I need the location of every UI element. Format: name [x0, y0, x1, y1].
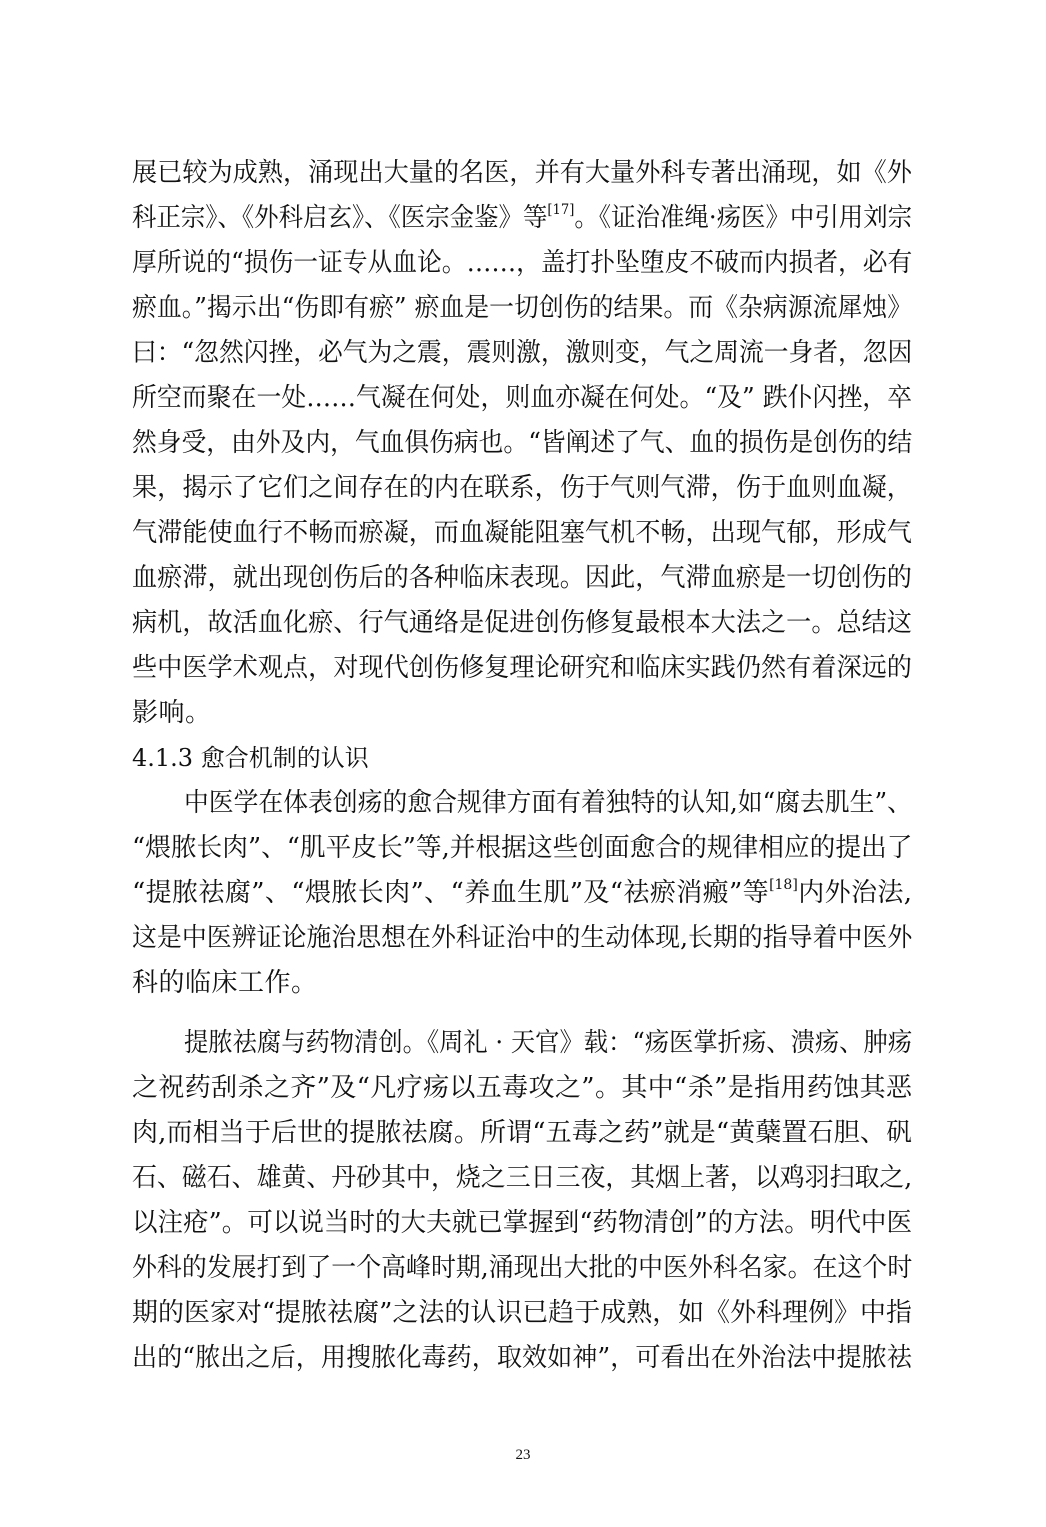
text-line: 中医学在体表创疡的愈合规律方面有着独特的认知,如“腐去肌生”、: [184, 788, 912, 818]
citation-ref: [17]: [547, 202, 575, 219]
text-line: 所空而聚在一处……气凝在何处，则血亦凝在何处。“及” 跌仆闪挫，卒: [132, 383, 913, 413]
text-line: 期的医家对“提脓祛腐”之法的认识已趋于成熟，如《外科理例》中指: [132, 1298, 912, 1328]
text-line: 瘀血。”揭示出“伤即有瘀” 瘀血是一切创伤的结果。而《杂病源流犀烛》: [132, 293, 913, 323]
citation-ref: [18]: [769, 877, 798, 894]
text-line: 以注疮”。可以说当时的大夫就已掌握到“药物清创”的方法。明代中医: [132, 1208, 913, 1238]
text-line: 影响。: [132, 698, 212, 728]
text-line: 展已较为成熟，涌现出大量的名医，并有大量外科专著出涌现，如《外: [132, 158, 912, 188]
text-line: 肉,而相当于后世的提脓祛腐。所谓“五毒之药”就是“黄蘖置石胆、矾: [132, 1118, 912, 1148]
text-line: 科的临床工作。: [132, 968, 318, 998]
text-segment: 内外治法,: [797, 878, 912, 908]
text-segment: 科正宗》、《外科启玄》、《医宗金鉴》等: [132, 203, 548, 233]
text-line: 血瘀滞，就出现创伤后的各种临床表现。因此，气滞血瘀是一切创伤的: [132, 563, 912, 593]
text-line: 厚所说的“损伤一证专从血论。……，盖打扑坠堕皮不破而内损者，必有: [132, 248, 913, 278]
text-line: 果，揭示了它们之间存在的内在联系，伤于气则气滞，伤于血则血凝，: [132, 473, 912, 503]
page-number: 23: [515, 1447, 531, 1463]
text-line: [132, 203, 912, 233]
text-line: 病机，故活血化瘀、行气通络是促进创伤修复最根本大法之一。总结这: [132, 608, 912, 638]
text-line: 些中医学术观点，对现代创伤修复理论研究和临床实践仍然有着深远的: [132, 653, 912, 683]
text-line: 之祝药刮杀之齐”及“凡疗疡以五毒攻之”。其中“杀”是指用药蚀其恶: [132, 1073, 912, 1103]
text-line: [132, 878, 912, 908]
text-line: 提脓祛腐与药物清创。《周礼 · 天官》载：“疡医掌折疡、溃疡、肿疡: [184, 1028, 913, 1058]
text-line: 曰：“忽然闪挫，必气为之震，震则激，激则变，气之周流一身者，忽因: [132, 338, 913, 368]
text-line: 气滞能使血行不畅而瘀凝，而血凝能阻塞气机不畅，出现气郁，形成气: [132, 518, 912, 548]
text-segment: 。《证治准绳·疡医》中引用刘宗: [574, 203, 913, 233]
section-heading: 4.1.3 愈合机制的认识: [132, 744, 369, 772]
text-line: 这是中医辨证论施治思想在外科证治中的生动体现,长期的指导着中医外: [132, 923, 913, 953]
text-line: 石、磁石、雄黄、丹砂其中，烧之三日三夜，其烟上著，以鸡羽扫取之,: [132, 1163, 913, 1193]
text-segment: “提脓祛腐”、“煨脓长肉”、“养血生肌”及“祛瘀消瘢”等: [132, 878, 770, 908]
text-line: “煨脓长肉”、“肌平皮长”等,并根据这些创面愈合的规律相应的提出了: [132, 833, 913, 863]
text-line: 外科的发展打到了一个高峰时期,涌现出大批的中医外科名家。在这个时: [132, 1253, 913, 1283]
text-line: 然身受，由外及内，气血俱伤病也。“皆阐述了气、血的损伤是创伤的结: [132, 428, 913, 458]
text-line: 出的“脓出之后，用搜脓化毒药，取效如神”，可看出在外治法中提脓祛: [132, 1343, 912, 1373]
